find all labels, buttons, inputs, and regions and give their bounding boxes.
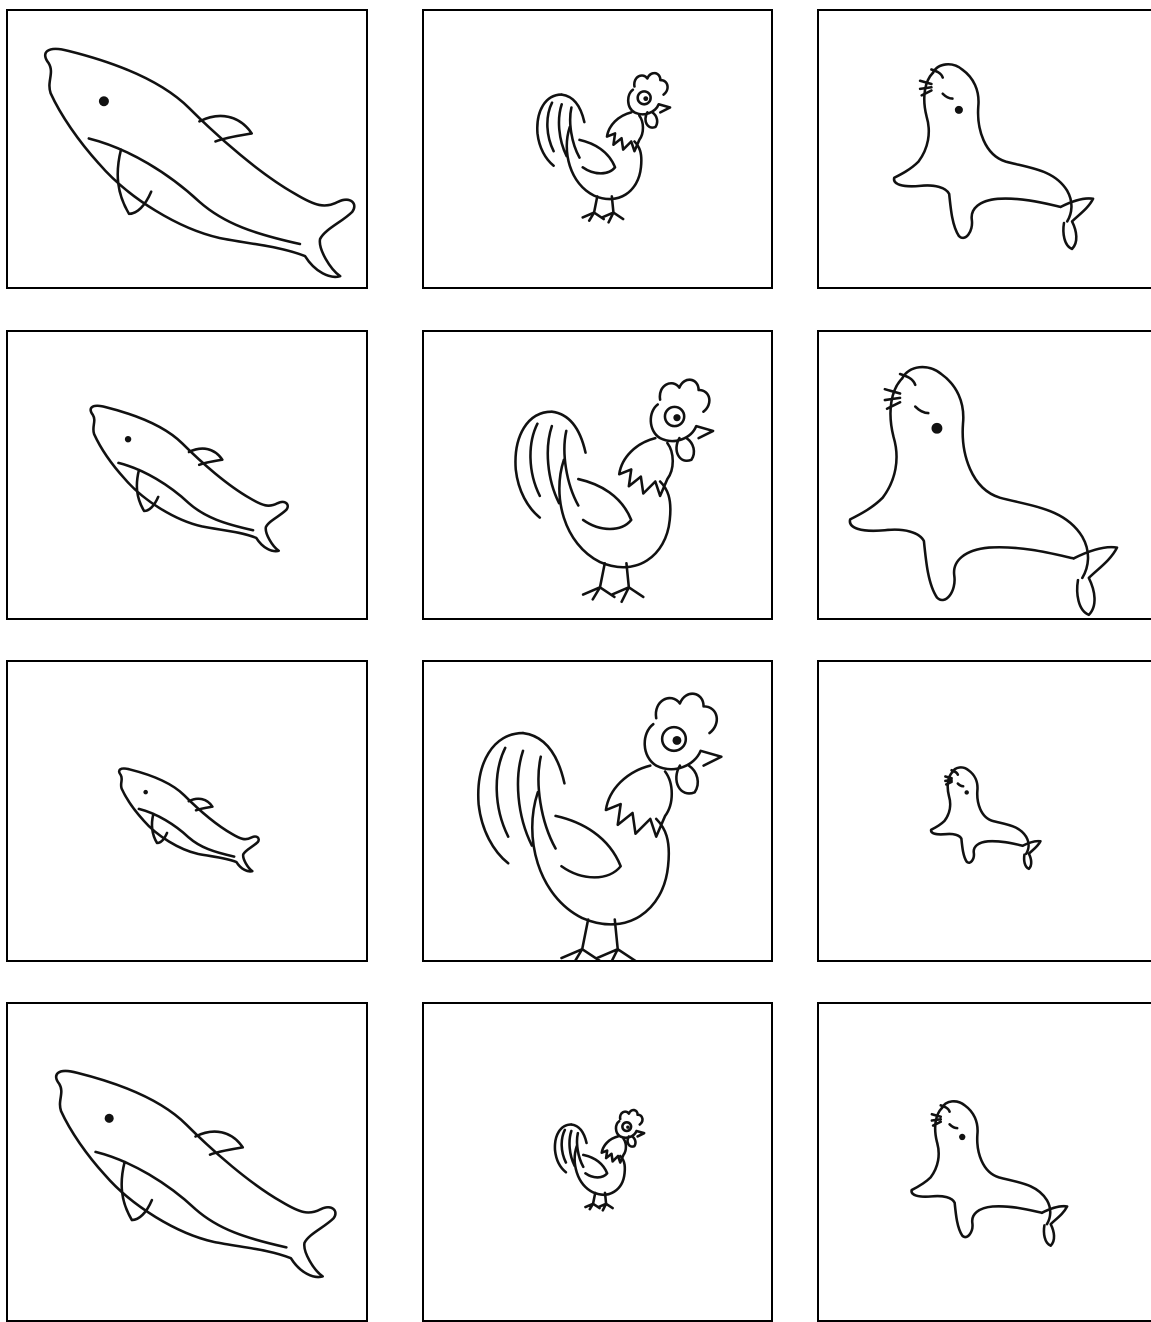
rooster-card (422, 1002, 773, 1322)
dolphin-icon (8, 11, 366, 287)
dolphin-icon (8, 332, 366, 618)
dolphin-card (6, 660, 368, 962)
rooster-icon (424, 1004, 771, 1320)
dolphin-icon (8, 662, 366, 960)
dolphin-card (6, 330, 368, 620)
seal-card (817, 330, 1151, 620)
rooster-card (422, 660, 773, 962)
dolphin-card (6, 1002, 368, 1322)
rooster-card (422, 330, 773, 620)
seal-icon (819, 332, 1151, 618)
seal-card (817, 1002, 1151, 1322)
seal-card (817, 660, 1151, 962)
seal-card (817, 9, 1151, 289)
rooster-icon (424, 11, 771, 287)
seal-icon (819, 1004, 1151, 1320)
dolphin-icon (8, 1004, 366, 1320)
seal-icon (819, 662, 1151, 960)
rooster-icon (424, 332, 771, 618)
dolphin-card (6, 9, 368, 289)
rooster-icon (424, 662, 771, 960)
rooster-card (422, 9, 773, 289)
seal-icon (819, 11, 1151, 287)
